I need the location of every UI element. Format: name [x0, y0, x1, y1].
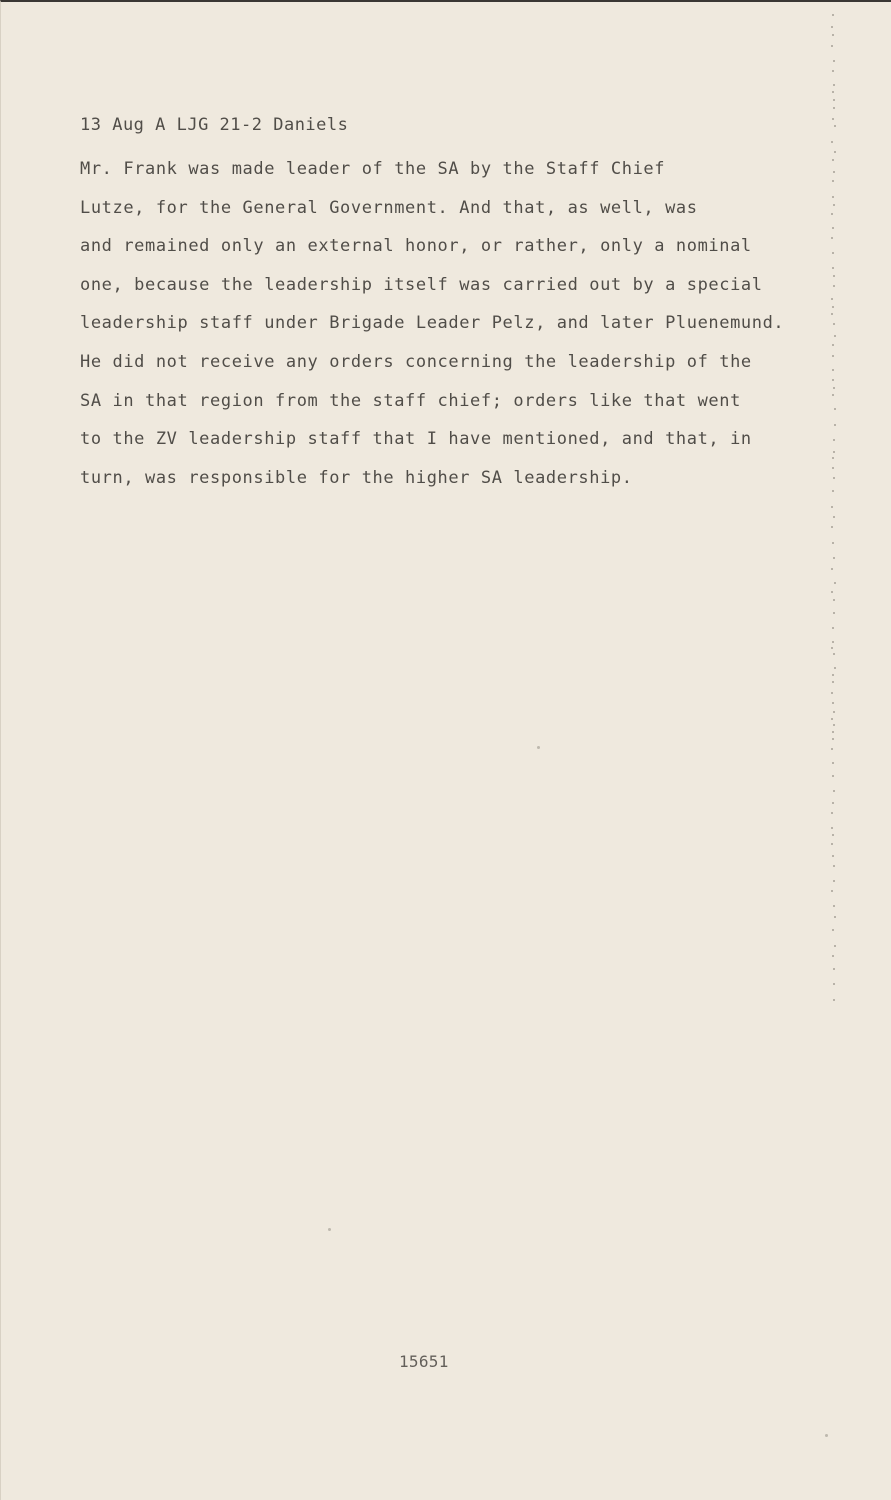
- perforation-dot: [832, 775, 834, 777]
- perforation-dot: [833, 612, 835, 614]
- perforation-dot: [832, 702, 834, 704]
- perforation-dot: [833, 599, 835, 601]
- perforation-dot: [834, 125, 836, 127]
- paper-speck: [537, 746, 540, 749]
- perforation-dot: [833, 968, 835, 970]
- perforation-dot: [831, 526, 833, 528]
- perforation-dot: [832, 267, 834, 269]
- perforation-dot: [832, 834, 834, 836]
- perforation-dot: [832, 344, 834, 346]
- perforation-dot: [832, 252, 834, 254]
- perforation-dot: [832, 802, 834, 804]
- perforation-dot: [831, 591, 833, 593]
- perforation-dot: [832, 955, 834, 957]
- perforation-dot: [834, 151, 836, 153]
- perforation-dot: [832, 196, 834, 198]
- perforation-dot: [832, 641, 834, 643]
- perforation-dot: [833, 275, 835, 277]
- perforation-dot: [831, 748, 833, 750]
- perforation-dot: [832, 70, 834, 72]
- perforation-dot: [832, 180, 834, 182]
- perforation-dot: [831, 647, 833, 649]
- body-line: turn, was responsible for the higher SA leadership.: [80, 467, 633, 488]
- perforation-dot: [833, 99, 835, 101]
- perforation-dot: [832, 14, 834, 16]
- paper-speck: [825, 1434, 828, 1437]
- perforation-dot: [832, 855, 834, 857]
- perforation-dot: [832, 490, 834, 492]
- perforation-dot: [832, 929, 834, 931]
- perforation-dot: [831, 890, 833, 892]
- perforation-dot: [834, 408, 836, 410]
- perforation-dot: [832, 227, 834, 229]
- perforation-dot: [833, 439, 835, 441]
- perforation-dot: [834, 582, 836, 584]
- perforation-dot: [831, 827, 833, 829]
- page-number: 15651: [399, 1352, 449, 1371]
- perforation-edge: [827, 14, 839, 1014]
- transcript-header: 13 Aug A LJG 21-2 Daniels: [80, 115, 349, 135]
- perforation-dot: [832, 681, 834, 683]
- perforation-dot: [832, 369, 834, 371]
- perforation-dot: [833, 905, 835, 907]
- perforation-dot: [833, 880, 835, 882]
- perforation-dot: [833, 983, 835, 985]
- perforation-dot: [833, 865, 835, 867]
- perforation-dot: [831, 843, 833, 845]
- perforation-dot: [833, 477, 835, 479]
- paper-speck: [328, 1228, 331, 1231]
- body-line: to the ZV leadership staff that I have mentioned, and that, in: [80, 429, 752, 450]
- perforation-dot: [834, 667, 836, 669]
- perforation-dot: [831, 692, 833, 694]
- perforation-dot: [832, 674, 834, 676]
- perforation-dot: [833, 60, 835, 62]
- body-line: SA in that region from the staff chief; orders like that went: [80, 390, 741, 411]
- perforation-dot: [832, 762, 834, 764]
- perforation-dot: [833, 516, 835, 518]
- perforation-dot: [832, 306, 834, 308]
- perforation-dot: [831, 298, 833, 300]
- perforation-dot: [831, 237, 833, 239]
- body-line: He did not receive any orders concerning the leadership of the: [80, 351, 752, 372]
- perforation-dot: [834, 424, 836, 426]
- perforation-dot: [833, 107, 835, 109]
- perforation-dot: [833, 204, 835, 206]
- perforation-dot: [832, 118, 834, 120]
- body-line: leadership staff under Brigade Leader Pelz, and later Pluenemund.: [80, 313, 785, 334]
- perforation-dot: [831, 718, 833, 720]
- perforation-dot: [831, 313, 833, 315]
- perforation-dot: [831, 568, 833, 570]
- perforation-dot: [832, 627, 834, 629]
- perforation-dot: [833, 451, 835, 453]
- body-line: and remained only an external honor, or rather, only a nominal: [80, 236, 752, 257]
- perforation-dot: [832, 542, 834, 544]
- perforation-dot: [833, 653, 835, 655]
- body-line: one, because the leadership itself was carried out by a special: [80, 274, 763, 295]
- perforation-dot: [832, 394, 834, 396]
- perforation-dot: [832, 457, 834, 459]
- perforation-dot: [832, 91, 834, 93]
- perforation-dot: [831, 812, 833, 814]
- perforation-dot: [832, 355, 834, 357]
- perforation-dot: [831, 26, 833, 28]
- perforation-dot: [831, 213, 833, 215]
- perforation-dot: [833, 285, 835, 287]
- perforation-dot: [833, 711, 835, 713]
- perforation-dot: [832, 379, 834, 381]
- body-line: Lutze, for the General Government. And that, as well, was: [80, 197, 698, 218]
- perforation-dot: [833, 557, 835, 559]
- perforation-dot: [833, 790, 835, 792]
- perforation-dot: [834, 335, 836, 337]
- transcript-body: [80, 150, 820, 497]
- perforation-dot: [831, 45, 833, 47]
- perforation-dot: [833, 999, 835, 1001]
- perforation-dot: [833, 387, 835, 389]
- perforation-dot: [832, 738, 834, 740]
- perforation-dot: [834, 945, 836, 947]
- perforation-dot: [834, 916, 836, 918]
- perforation-dot: [831, 506, 833, 508]
- perforation-dot: [833, 724, 835, 726]
- perforation-dot: [832, 34, 834, 36]
- perforation-dot: [831, 141, 833, 143]
- perforation-dot: [833, 171, 835, 173]
- perforation-dot: [832, 731, 834, 733]
- perforation-dot: [833, 84, 835, 86]
- perforation-dot: [832, 159, 834, 161]
- perforation-dot: [832, 467, 834, 469]
- perforation-dot: [833, 323, 835, 325]
- body-line: Mr. Frank was made leader of the SA by the Staff Chief: [80, 159, 666, 179]
